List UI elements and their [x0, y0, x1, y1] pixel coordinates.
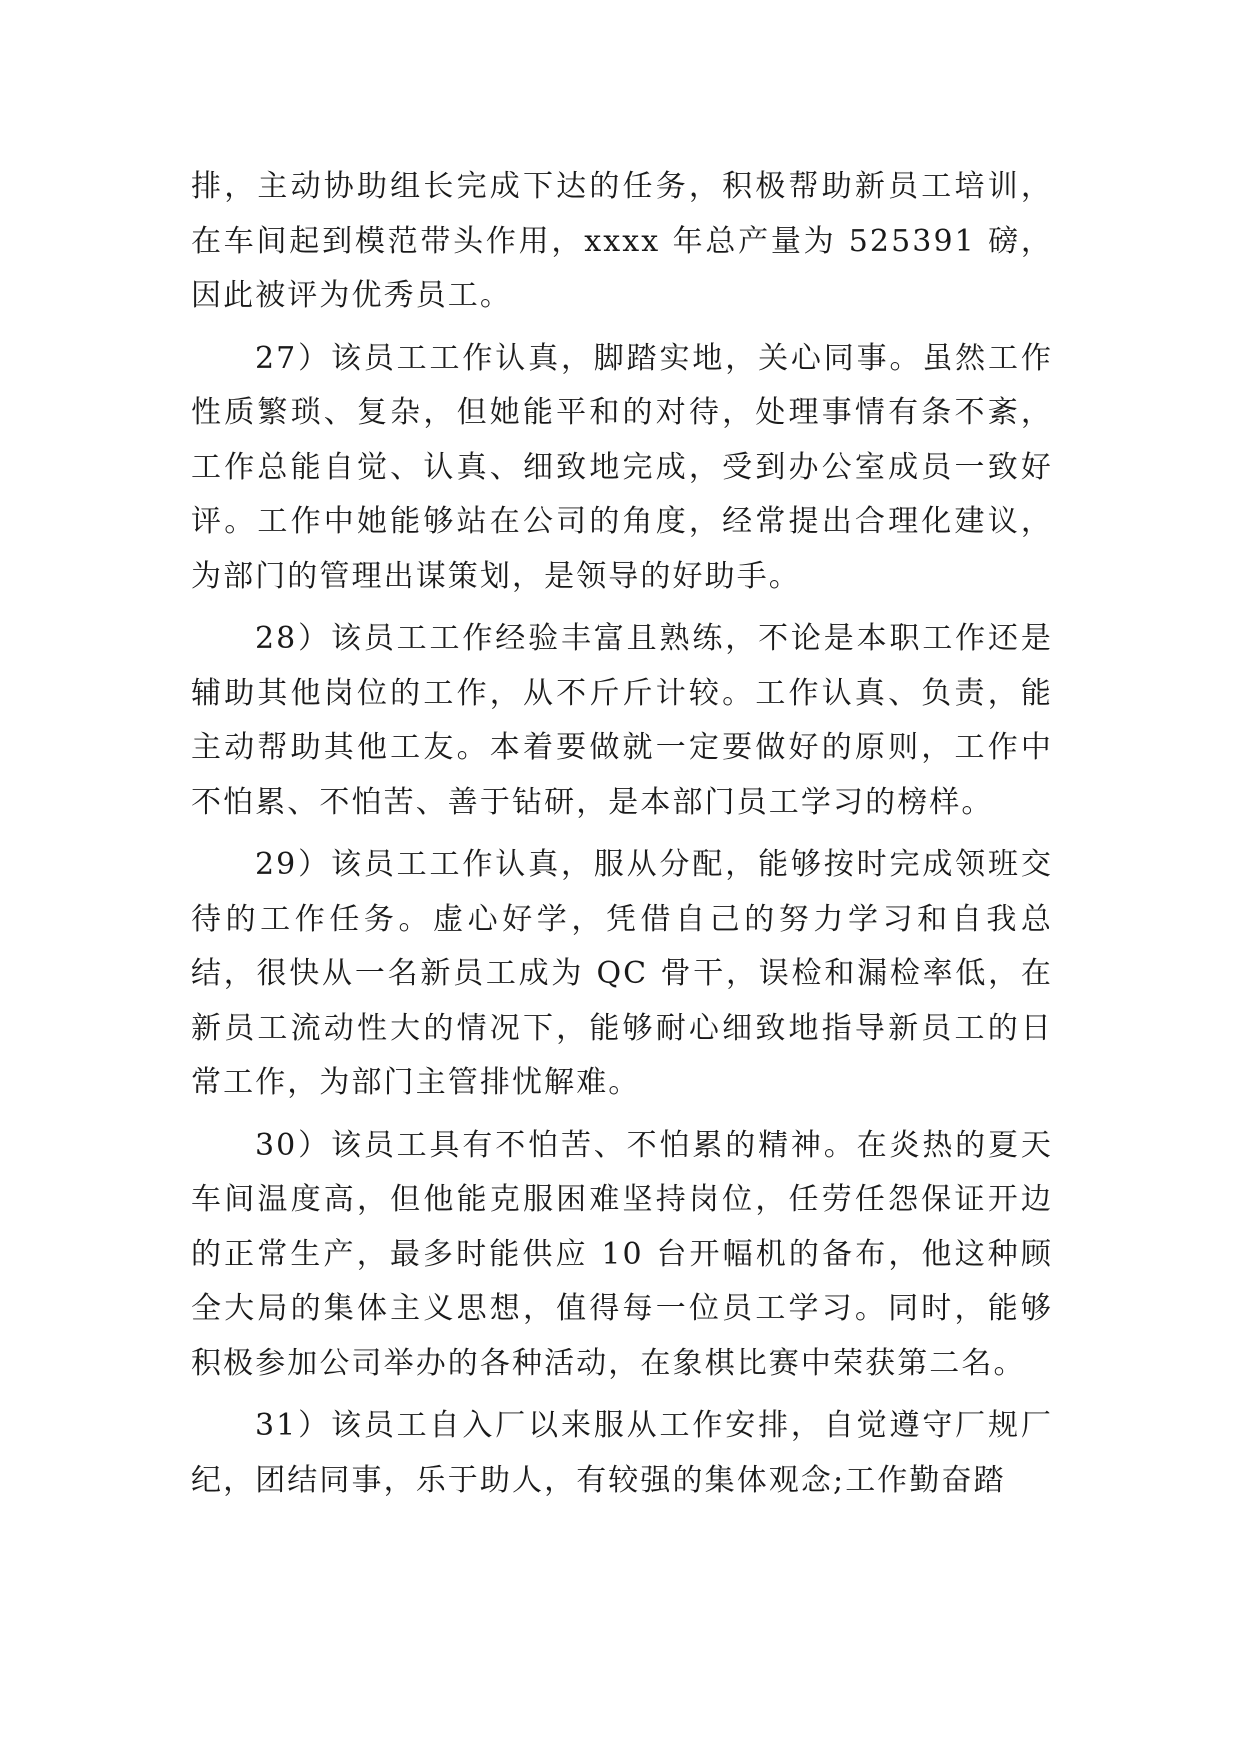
document-body: [191, 160, 1053, 1516]
paragraph-item-27: 27）该员工工作认真，脚踏实地，关心同事。虽然工作性质繁琐、复杂，但她能平和的对待，处理事情有条不紊，工作总能自觉、认真、细致地完成，受到办公室成员一致好评。工作中她能够站在公司的角度，经常提出合理化建议，为部门的管理出谋策划，是领导的好助手。: [191, 340, 1053, 594]
paragraph-continuation: 排，主动协助组长完成下达的任务，积极帮助新员工培训，在车间起到模范带头作用，xxxx 年总产量为 525391 磅，因此被评为优秀员工。: [191, 169, 1053, 313]
paragraph-item-30: 30）该员工具有不怕苦、不怕累的精神。在炎热的夏天车间温度高，但他能克服困难坚持岗位，任劳任怨保证开边的正常生产，最多时能供应 10 台开幅机的备布，他这种顾全大局的集体主义思想，值得每一位员工学习。同时，能够积极参加公司举办的各种活动，在象棋比赛中荣获第二名。: [191, 1127, 1053, 1381]
paragraph-item-28: 28）该员工工作经验丰富且熟练，不论是本职工作还是辅助其他岗位的工作，从不斤斤计较。工作认真、负责，能主动帮助其他工友。本着要做就一定要做好的原则，工作中不怕累、不怕苦、善于钻研，是本部门员工学习的榜样。: [191, 621, 1053, 820]
paragraph-item-31: 31）该员工自入厂以来服从工作安排，自觉遵守厂规厂纪，团结同事，乐于助人，有较强的集体观念;工作勤奋踏: [191, 1408, 1053, 1498]
paragraph-item-29: 29）该员工工作认真，服从分配，能够按时完成领班交待的工作任务。虚心好学，凭借自己的努力学习和自我总结，很快从一名新员工成为 QC 骨干，误检和漏检率低，在新员工流动性大的情况下，能够耐心细致地指导新员工的日常工作，为部门主管排忧解难。: [191, 847, 1053, 1100]
